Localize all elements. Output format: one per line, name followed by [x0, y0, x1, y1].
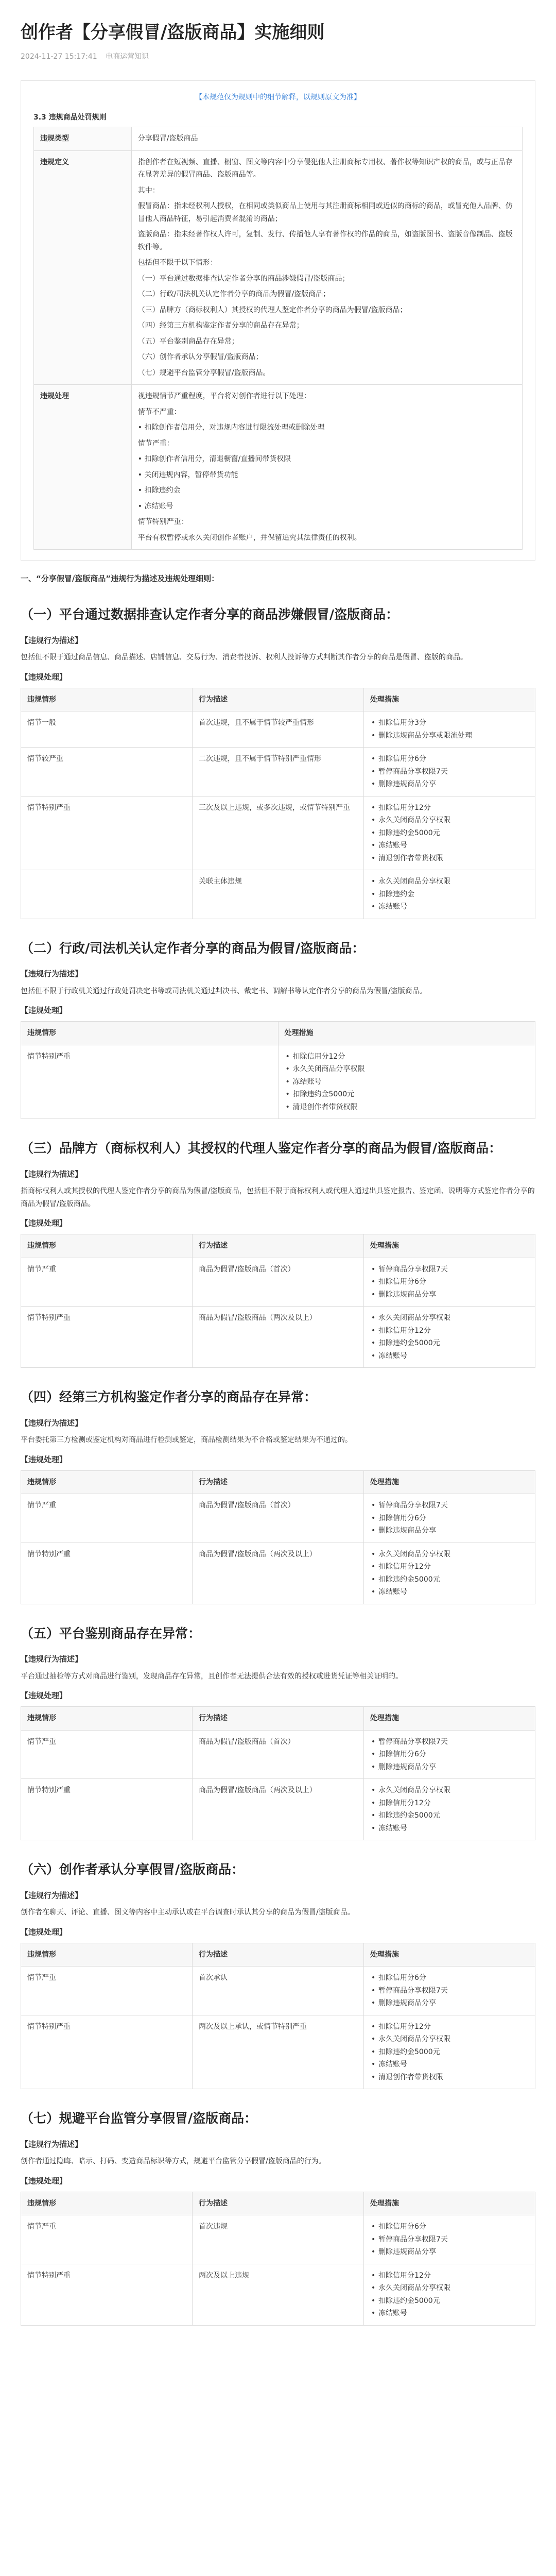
- definition-line: （七）规避平台监管分享假冒/盗版商品。: [137, 368, 270, 377]
- definition-line: （一）平台通过数据排查认定作者分享的商品涉嫌假冒/盗版商品；: [137, 274, 350, 283]
- actions-list: [370, 875, 529, 913]
- table-row: [21, 796, 535, 870]
- intro-subtitle: 3.3 违规商品处罚规则: [33, 113, 107, 122]
- rule-section: [21, 1139, 535, 1368]
- description-cell: 关联主体违规: [193, 870, 364, 919]
- action-item: • 清退创作者带货权限: [370, 852, 529, 865]
- definition-line: 其中：: [137, 186, 160, 195]
- definition-row: [34, 150, 523, 385]
- table-row: [21, 870, 535, 919]
- actions-list: [370, 1972, 529, 2010]
- definition-value: [131, 385, 522, 550]
- action-item: • 删除违规商品分享: [370, 1997, 529, 2010]
- table-row: [21, 1779, 535, 1840]
- behavior-label: 【违规行为描述】: [21, 635, 83, 645]
- definition-line: 平台有权暂停或永久关闭创作者账户，并保留追究其法律责任的权利。: [137, 533, 361, 542]
- behavior-description: 包括但不限于通过商品信息、商品描述、店铺信息、交易行为、消费者投诉、权利人投诉等方式判断其作者分享的商品是假冒、盗版的商品。: [21, 653, 467, 662]
- description-cell: 首次承认: [193, 1967, 364, 2015]
- definition-row: [34, 127, 523, 151]
- definition-line: 指创作者在短视频、直播、橱窗、图文等内容中分享侵犯他人注册商标专用权、著作权等知识产权的商品，或与正品存在显著差异的假冒商品、盗版商品等。: [137, 158, 513, 179]
- behavior-description: 平台委托第三方检测或鉴定机构对商品进行检测或鉴定，商品检测结果为不合格或鉴定结果为不通过的。: [21, 1436, 352, 1445]
- behavior-description: 指商标权利人或其授权的代理人鉴定作者分享的商品为假冒/盗版商品，包括但不限于商标权利人或代理人通过出具鉴定报告、鉴定函、说明等方式鉴定作者分享的商品为假冒/盗版商品。: [21, 1187, 535, 1208]
- description-cell: 首次违规，且不属于情节较严重情形: [193, 711, 364, 748]
- case-cell: 情节特别严重: [21, 1045, 279, 1119]
- section-title: （五）平台鉴别商品存在异常：: [21, 1625, 201, 1641]
- description-cell: 商品为假冒/盗版商品（两次及以上）: [193, 1307, 364, 1368]
- action-item: • 暂停商品分享权限7天: [370, 766, 529, 778]
- handling-table-head: [21, 1707, 535, 1731]
- action-item: • 永久关闭商品分享权限: [370, 814, 529, 827]
- column-header: 处理措施: [278, 1022, 535, 1045]
- table-row: [21, 1045, 535, 1119]
- header-row: [21, 1470, 535, 1494]
- action-item: • 冻结账号: [370, 2307, 529, 2320]
- column-header: 处理措施: [364, 1943, 535, 1967]
- column-header: 违规情形: [21, 1022, 279, 1045]
- action-item: • 扣除信用分6分: [370, 1748, 529, 1761]
- actions-cell: [364, 1543, 535, 1604]
- action-item: • 扣除违约金5000元: [370, 1573, 529, 1586]
- action-item: • 扣除违约金5000元: [370, 1809, 529, 1822]
- actions-list: [370, 802, 529, 865]
- case-cell: 情节特别严重: [21, 1779, 193, 1840]
- page-title: 创作者【分享假冒/盗版商品】实施细则: [21, 22, 325, 43]
- column-header: 处理措施: [364, 1470, 535, 1494]
- action-item: • 删除违规商品分享: [370, 2246, 529, 2259]
- header-row: [21, 2192, 535, 2215]
- action-item: • 扣除信用分3分: [370, 717, 529, 730]
- description-cell: 商品为假冒/盗版商品（两次及以上）: [193, 1779, 364, 1840]
- actions-list: [370, 753, 529, 791]
- action-item: • 扣除违约金5000元: [285, 1088, 529, 1101]
- definition-line: • 冻结账号: [137, 502, 173, 511]
- action-item: • 冻结账号: [370, 2058, 529, 2071]
- handling-table-head: [21, 688, 535, 711]
- article-category[interactable]: 电商运营知识: [106, 52, 149, 61]
- table-row: [21, 1258, 535, 1307]
- handling-label: 【违规处理】: [21, 1006, 67, 1015]
- table-row: [21, 748, 535, 796]
- column-header: 违规情形: [21, 2192, 193, 2215]
- definition-key: 违规处理: [34, 385, 132, 550]
- action-item: • 扣除信用分6分: [370, 1276, 529, 1289]
- handling-table-head: [21, 1022, 535, 1045]
- column-header: 行为描述: [193, 1707, 364, 1731]
- case-cell: 情节严重: [21, 1730, 193, 1779]
- definition-line: • 扣除违约金: [137, 486, 181, 495]
- column-header: 违规情形: [21, 1707, 193, 1731]
- behavior-label: 【违规行为描述】: [21, 1418, 83, 1428]
- case-cell: 情节严重: [21, 1494, 193, 1543]
- action-item: • 冻结账号: [370, 839, 529, 852]
- actions-cell: [364, 1779, 535, 1840]
- actions-cell: [364, 2215, 535, 2264]
- handling-table-body: [21, 1494, 535, 1604]
- section-title: （七）规避平台监管分享假冒/盗版商品：: [21, 2111, 257, 2126]
- action-item: • 永久关闭商品分享权限: [370, 875, 529, 888]
- header-row: [21, 1234, 535, 1258]
- action-item: • 删除违规商品分享: [370, 1289, 529, 1301]
- actions-list: [370, 1548, 529, 1599]
- rule-section: [21, 1387, 535, 1604]
- description-cell: 二次违规，且不属于情节特别严重情形: [193, 748, 364, 796]
- definition-line: （六）创作者承认分享假冒/盗版商品；: [137, 353, 263, 362]
- table-row: [21, 1494, 535, 1543]
- actions-list: [370, 2221, 529, 2259]
- action-item: • 永久关闭商品分享权限: [370, 1312, 529, 1325]
- actions-cell: [364, 796, 535, 870]
- action-item: • 冻结账号: [370, 1822, 529, 1835]
- actions-list: [370, 1312, 529, 1362]
- action-item: • 扣除违约金5000元: [370, 1337, 529, 1350]
- case-cell: 情节特别严重: [21, 1543, 193, 1604]
- section-title: （二）行政/司法机关认定作者分享的商品为假冒/盗版商品：: [21, 940, 365, 956]
- case-cell: 情节较严重: [21, 748, 193, 796]
- definition-line: • 扣除创作者信用分，对违规内容进行限流处理或删除处理: [137, 423, 325, 432]
- handling-label: 【违规处理】: [21, 1927, 67, 1937]
- definition-line: （四）经第三方机构鉴定作者分享的商品存在异常；: [137, 321, 304, 330]
- action-item: • 扣除信用分12分: [370, 1325, 529, 1337]
- case-cell: [21, 870, 193, 919]
- definition-line: （三）品牌方（商标权利人）其授权的代理人鉴定作者分享的商品为假冒/盗版商品；: [137, 306, 407, 314]
- handling-table-head: [21, 1470, 535, 1494]
- definition-table: [33, 127, 523, 550]
- header-row: [21, 688, 535, 711]
- action-item: • 清退创作者带货权限: [285, 1101, 529, 1114]
- description-cell: 商品为假冒/盗版商品（首次）: [193, 1258, 364, 1307]
- definition-key: 违规类型: [34, 127, 132, 151]
- table-row: [21, 2215, 535, 2264]
- actions-cell: [364, 1730, 535, 1779]
- definition-line: 假冒商品：指未经权利人授权，在相同或类似商品上使用与其注册商标相同或近似的商标的商品，或冒充他人品牌、仿冒他人商品特征，易引起消费者混淆的商品；: [137, 202, 513, 223]
- case-cell: 情节特别严重: [21, 1307, 193, 1368]
- definition-line: 情节特别严重：: [137, 518, 188, 527]
- action-item: • 扣除违约金5000元: [370, 2295, 529, 2308]
- action-item: • 暂停商品分享权限7天: [370, 1263, 529, 1276]
- action-item: • 暂停商品分享权限7天: [370, 2233, 529, 2246]
- column-header: 行为描述: [193, 1470, 364, 1494]
- rule-section: [21, 1860, 535, 2089]
- action-item: • 永久关闭商品分享权限: [285, 1063, 529, 1076]
- actions-cell: [364, 1967, 535, 2015]
- actions-cell: [364, 870, 535, 919]
- handling-table-body: [21, 1730, 535, 1840]
- actions-list: [370, 717, 529, 742]
- behavior-label: 【违规行为描述】: [21, 969, 83, 979]
- action-item: • 扣除信用分12分: [370, 2021, 529, 2033]
- handling-label: 【违规处理】: [21, 1454, 67, 1464]
- action-item: • 扣除违约金5000元: [370, 2046, 529, 2059]
- handling-label: 【违规处理】: [21, 672, 67, 682]
- definition-line: • 扣除创作者信用分，清退橱窗/直播间带货权限: [137, 455, 291, 464]
- column-header: 违规情形: [21, 1470, 193, 1494]
- behavior-label: 【违规行为描述】: [21, 2139, 83, 2149]
- action-item: • 清退创作者带货权限: [370, 2071, 529, 2084]
- definition-value: [131, 127, 522, 151]
- handling-label: 【违规处理】: [21, 1218, 67, 1228]
- action-item: • 扣除信用分12分: [370, 802, 529, 815]
- actions-list: [370, 2021, 529, 2084]
- section-title: （四）经第三方机构鉴定作者分享的商品存在异常：: [21, 1389, 317, 1405]
- definition-line: （五）平台鉴别商品存在异常；: [137, 337, 239, 346]
- action-item: • 删除违规商品分享或限流处理: [370, 730, 529, 742]
- handling-table-body: [21, 1045, 535, 1119]
- handling-table: [21, 1943, 535, 2090]
- handling-table-head: [21, 1234, 535, 1258]
- publish-date: 2024-11-27 15:17:41: [21, 52, 97, 61]
- action-item: • 扣除信用分12分: [370, 2269, 529, 2282]
- column-header: 违规情形: [21, 1234, 193, 1258]
- header-row: [21, 1022, 535, 1045]
- rule-section: [21, 605, 535, 919]
- behavior-label: 【违规行为描述】: [21, 1890, 83, 1900]
- actions-cell: [364, 1494, 535, 1543]
- handling-table: [21, 1234, 535, 1368]
- actions-list: [370, 1784, 529, 1835]
- handling-table-body: [21, 711, 535, 919]
- definition-line: 情节不严重：: [137, 408, 181, 416]
- column-header: 行为描述: [193, 1943, 364, 1967]
- definition-line: 盗版商品：指未经著作权人许可，复制、发行、传播他人享有著作权的作品的商品，如盗版图书、盗版音像制品、盗版软件等。: [137, 230, 513, 251]
- section-title: （三）品牌方（商标权利人）其授权的代理人鉴定作者分享的商品为假冒/盗版商品：: [21, 1141, 502, 1156]
- column-header: 处理措施: [364, 1707, 535, 1731]
- column-header: 处理措施: [364, 2192, 535, 2215]
- action-item: • 扣除信用分12分: [370, 1561, 529, 1573]
- behavior-label: 【违规行为描述】: [21, 1169, 83, 1179]
- behavior-label: 【违规行为描述】: [21, 1654, 83, 1664]
- behavior-description: 创作者通过隐晦、暗示、打码、变造商品标识等方式，规避平台监管分享假冒/盗版商品的行为。: [21, 2157, 326, 2166]
- action-item: • 冻结账号: [285, 1076, 529, 1089]
- column-header: 行为描述: [193, 688, 364, 711]
- action-item: • 冻结账号: [370, 901, 529, 913]
- definition-key: 违规定义: [34, 150, 132, 385]
- description-cell: 首次违规: [193, 2215, 364, 2264]
- action-item: • 扣除信用分6分: [370, 753, 529, 766]
- case-cell: 情节严重: [21, 2215, 193, 2264]
- definition-row: [34, 385, 523, 550]
- handling-table: [21, 1470, 535, 1604]
- definition-line: 视违规情节严重程度，平台将对创作者进行以下处理：: [137, 392, 311, 401]
- case-cell: 情节特别严重: [21, 796, 193, 870]
- column-header: 行为描述: [193, 1234, 364, 1258]
- handling-table: [21, 2192, 535, 2326]
- definition-line: 包括但不限于以下情形：: [137, 259, 217, 267]
- action-item: • 扣除违约金5000元: [370, 827, 529, 840]
- rule-section: [21, 2109, 535, 2326]
- column-header: 处理措施: [364, 688, 535, 711]
- handling-table: [21, 688, 535, 919]
- header-row: [21, 1707, 535, 1731]
- action-item: • 删除违规商品分享: [370, 1761, 529, 1774]
- description-cell: 商品为假冒/盗版商品（首次）: [193, 1494, 364, 1543]
- definition-line: （二）行政/司法机关认定作者分享的商品为假冒/盗版商品；: [137, 290, 331, 299]
- rule-section: [21, 939, 535, 1120]
- action-item: • 冻结账号: [370, 1586, 529, 1599]
- actions-cell: [364, 2264, 535, 2325]
- case-cell: 情节特别严重: [21, 2264, 193, 2325]
- action-item: • 删除违规商品分享: [370, 778, 529, 791]
- action-item: • 永久关闭商品分享权限: [370, 1548, 529, 1561]
- action-item: • 扣除信用分12分: [285, 1050, 529, 1063]
- behavior-description: 平台通过抽检等方式对商品进行鉴别，发现商品存在异常，且创作者无法提供合法有效的授权或进货凭证等相关证明的。: [21, 1672, 403, 1681]
- column-header: 违规情形: [21, 688, 193, 711]
- actions-list: [285, 1050, 529, 1114]
- actions-cell: [364, 1258, 535, 1307]
- rule-note-link[interactable]: 【本规范仅为规则中的细节解释，以规则原文为准】: [195, 93, 361, 102]
- behavior-description: 创作者在聊天、评论、直播、图文等内容中主动承认或在平台调查时承认其分享的商品为假冒/盗版商品。: [21, 1908, 355, 1917]
- section-title: （一）平台通过数据排查认定作者分享的商品涉嫌假冒/盗版商品：: [21, 607, 399, 622]
- table-row: [21, 1543, 535, 1604]
- action-item: • 永久关闭商品分享权限: [370, 1784, 529, 1797]
- table-row: [21, 2015, 535, 2089]
- case-cell: 情节严重: [21, 1967, 193, 2015]
- actions-cell: [364, 2015, 535, 2089]
- table-row: [21, 1730, 535, 1779]
- description-cell: 两次及以上违规: [193, 2264, 364, 2325]
- actions-list: [370, 1499, 529, 1537]
- table-row: [21, 1307, 535, 1368]
- actions-cell: [364, 748, 535, 796]
- table-row: [21, 2264, 535, 2325]
- rule-intro-box: [21, 80, 535, 561]
- case-cell: 情节严重: [21, 1258, 193, 1307]
- handling-label: 【违规处理】: [21, 2176, 67, 2185]
- action-item: • 扣除信用分6分: [370, 2221, 529, 2233]
- description-cell: 商品为假冒/盗版商品（两次及以上）: [193, 1543, 364, 1604]
- handling-table-body: [21, 2215, 535, 2326]
- action-item: • 冻结账号: [370, 1350, 529, 1363]
- actions-cell: [278, 1045, 535, 1119]
- action-item: • 扣除违约金: [370, 888, 529, 901]
- description-cell: 商品为假冒/盗版商品（首次）: [193, 1730, 364, 1779]
- handling-table-body: [21, 1967, 535, 2089]
- table-row: [21, 1967, 535, 2015]
- action-item: • 扣除信用分6分: [370, 1512, 529, 1525]
- handling-table: [21, 1706, 535, 1840]
- sections-lead: 一、“分享假冒/盗版商品”违规行为描述及违规处理细则：: [21, 574, 219, 584]
- definition-line: 分享假冒/盗版商品: [137, 134, 198, 143]
- actions-list: [370, 1263, 529, 1301]
- rule-section: [21, 1624, 535, 1841]
- case-cell: 情节一般: [21, 711, 193, 748]
- action-item: • 永久关闭商品分享权限: [370, 2282, 529, 2295]
- handling-table-head: [21, 1943, 535, 1967]
- definition-value: [131, 150, 522, 385]
- action-item: • 扣除信用分6分: [370, 1972, 529, 1985]
- action-item: • 暂停商品分享权限7天: [370, 1985, 529, 1997]
- article-meta: [21, 50, 535, 63]
- actions-cell: [364, 1307, 535, 1368]
- action-item: • 暂停商品分享权限7天: [370, 1736, 529, 1749]
- actions-cell: [364, 711, 535, 748]
- actions-list: [370, 1736, 529, 1774]
- action-item: • 暂停商品分享权限7天: [370, 1499, 529, 1512]
- description-cell: 三次及以上违规，或多次违规，或情节特别严重: [193, 796, 364, 870]
- table-row: [21, 711, 535, 748]
- definition-line: 情节严重：: [137, 439, 174, 448]
- column-header: 违规情形: [21, 1943, 193, 1967]
- handling-table: [21, 1021, 535, 1119]
- handling-label: 【违规处理】: [21, 1691, 67, 1701]
- actions-list: [370, 2269, 529, 2320]
- action-item: • 删除违规商品分享: [370, 1524, 529, 1537]
- handling-table-head: [21, 2192, 535, 2215]
- column-header: 行为描述: [193, 2192, 364, 2215]
- behavior-description: 包括但不限于行政机关通过行政处罚决定书等或司法机关通过判决书、裁定书、调解书等认定作者分享的商品为假冒/盗版商品。: [21, 987, 427, 995]
- handling-table-body: [21, 1258, 535, 1368]
- header-row: [21, 1943, 535, 1967]
- case-cell: 情节特别严重: [21, 2015, 193, 2089]
- description-cell: 两次及以上承认，或情节特别严重: [193, 2015, 364, 2089]
- action-item: • 永久关闭商品分享权限: [370, 2033, 529, 2046]
- column-header: 处理措施: [364, 1234, 535, 1258]
- action-item: • 扣除信用分12分: [370, 1797, 529, 1810]
- definition-line: • 关闭违规内容，暂停带货功能: [137, 470, 238, 479]
- sections-container: [21, 605, 535, 2326]
- section-title: （六）创作者承认分享假冒/盗版商品：: [21, 1862, 245, 1877]
